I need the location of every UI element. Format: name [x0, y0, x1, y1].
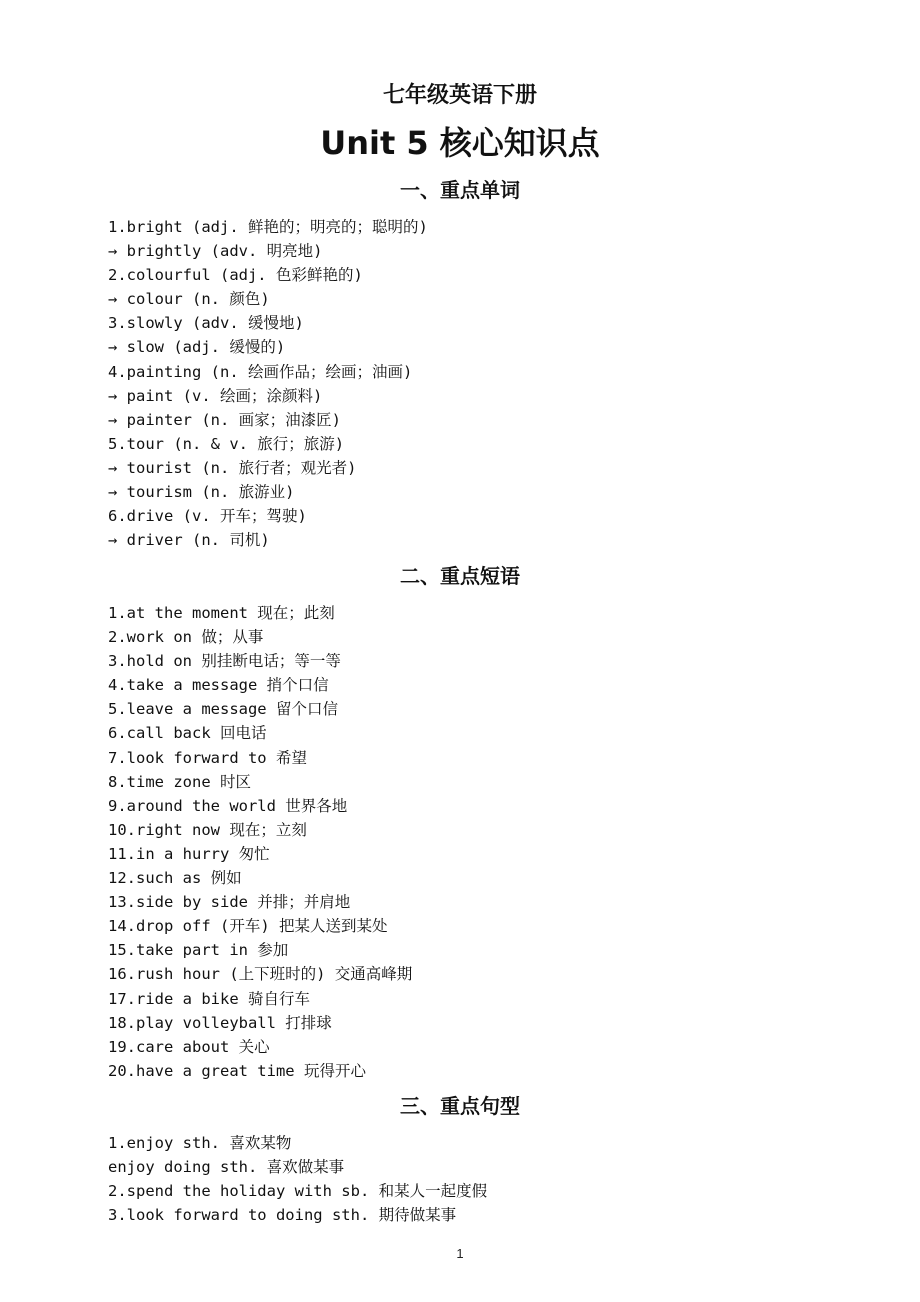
- list-item: 1.enjoy sth. 喜欢某物: [108, 1134, 292, 1152]
- list-item: 19.care about 关心: [108, 1037, 270, 1056]
- list-item: 13.side by side 并排；并肩地: [108, 893, 351, 912]
- list-item: 15.take part in 参加: [108, 941, 289, 960]
- list-item: → paint (v. 绘画；涂颜料): [108, 386, 323, 405]
- sentence-patterns-list: [108, 1131, 487, 1227]
- list-item: 17.ride a bike 骑自行车: [108, 989, 310, 1008]
- list-item: 3.hold on 别挂断电话；等一等: [108, 652, 341, 671]
- list-item: 11.in a hurry 匆忙: [108, 844, 270, 863]
- list-item: 4.take a message 捎个口信: [108, 676, 329, 695]
- list-item: enjoy doing sth. 喜欢做某事: [108, 1158, 345, 1177]
- list-item: 5.leave a message 留个口信: [108, 700, 338, 719]
- phrases-list: [108, 601, 412, 1083]
- list-item: 4.painting (n. 绘画作品；绘画；油画): [108, 362, 413, 381]
- list-item: 10.right now 现在；立刻: [108, 820, 307, 839]
- list-item: 9.around the world 世界各地: [108, 796, 348, 815]
- list-item: 14.drop off (开车) 把某人送到某处: [108, 917, 388, 936]
- unit-title: Unit 5 核心知识点: [320, 124, 600, 162]
- page-number: 1: [456, 1246, 464, 1261]
- list-item: → driver (n. 司机): [108, 531, 270, 550]
- list-item: 12.such as 例如: [108, 869, 242, 888]
- list-item: 3.look forward to doing sth. 期待做某事: [108, 1206, 457, 1225]
- section-heading-vocabulary: 一、重点单词: [400, 178, 520, 202]
- list-item: 2.spend the holiday with sb. 和某人一起度假: [108, 1182, 488, 1201]
- list-item: 3.slowly (adv. 缓慢地): [108, 314, 304, 333]
- list-item: 20.have a great time 玩得开心: [108, 1061, 366, 1080]
- grade-title: 七年级英语下册: [382, 83, 537, 108]
- list-item: 2.work on 做；从事: [108, 628, 264, 647]
- list-item: 1.bright (adj. 鲜艳的；明亮的；聪明的): [108, 218, 428, 236]
- list-item: 18.play volleyball 打排球: [108, 1013, 332, 1032]
- list-item: 6.call back 回电话: [108, 724, 267, 743]
- list-item: → tourist (n. 旅行者；观光者): [108, 458, 357, 477]
- list-item: → painter (n. 画家；油漆匠): [108, 410, 341, 429]
- list-item: → slow (adj. 缓慢的): [108, 338, 286, 357]
- vocabulary-list: [108, 215, 428, 552]
- list-item: 2.colourful (adj. 色彩鲜艳的): [108, 266, 363, 285]
- section-heading-phrases: 二、重点短语: [400, 564, 520, 588]
- list-item: 8.time zone 时区: [108, 772, 251, 791]
- section-heading-sentence-patterns: 三、重点句型: [400, 1094, 520, 1118]
- list-item: 5.tour (n. & v. 旅行；旅游): [108, 434, 345, 453]
- list-item: → brightly (adv. 明亮地): [108, 242, 323, 261]
- list-item: 16.rush hour (上下班时的) 交通高峰期: [108, 965, 413, 984]
- list-item: 7.look forward to 希望: [108, 748, 307, 767]
- list-item: 6.drive (v. 开车；驾驶): [108, 507, 307, 526]
- list-item: → tourism (n. 旅游业): [108, 483, 295, 502]
- list-item: 1.at the moment 现在；此刻: [108, 604, 335, 622]
- list-item: → colour (n. 颜色): [108, 290, 270, 309]
